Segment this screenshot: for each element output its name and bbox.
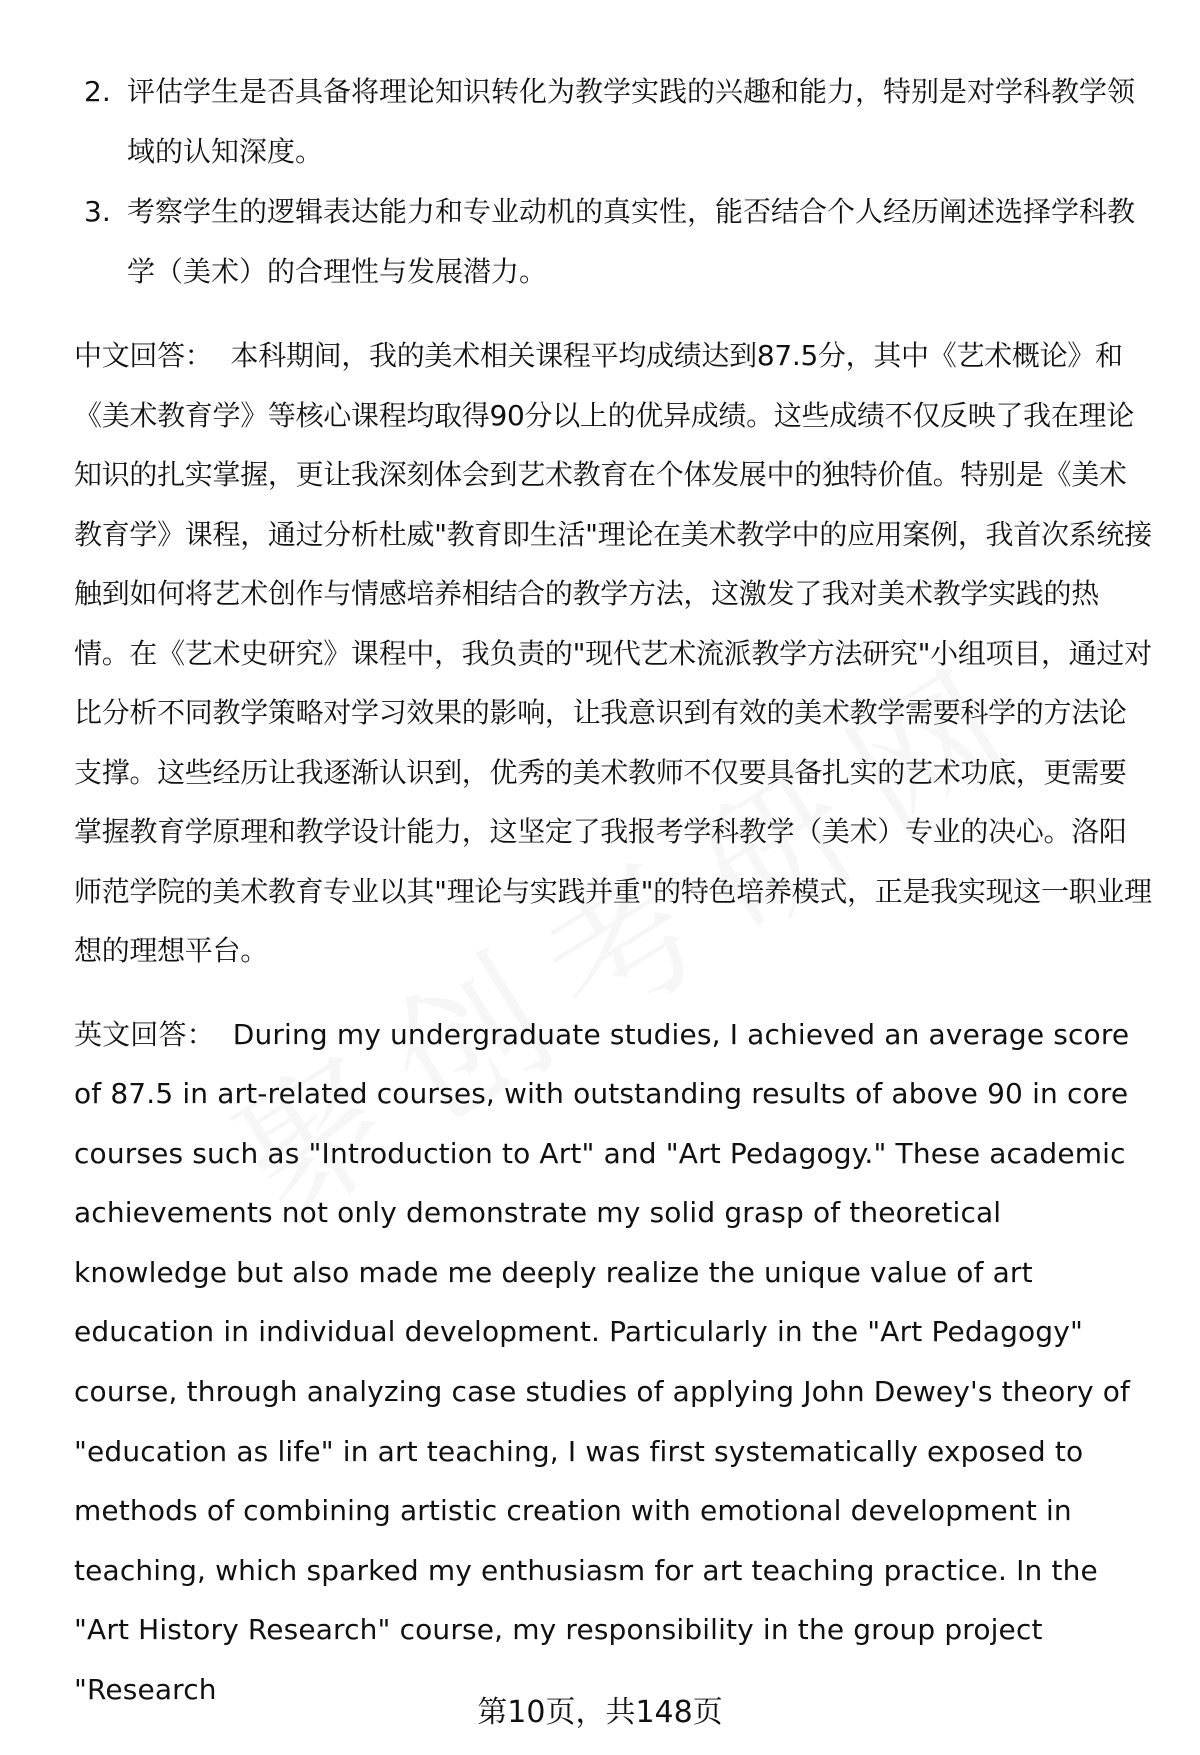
chinese-answer-label: 中文回答：	[74, 339, 213, 372]
english-answer-paragraph	[74, 1005, 1154, 1720]
chinese-answer-text: 本科期间，我的美术相关课程平均成绩达到87.5分，其中《艺术概论》和《美术教育学》等核心课程均取得90分以上的优异成绩。这些成绩不仅反映了我在理论知识的扎实掌握，更让我深刻体会到艺术教育在个体发展中的独特价值。特别是《美术教育学》课程，通过分析杜威"教育即生活"理论在美术教学中的应用案例，我首次系统接触到如何将艺术创作与情感培养相结合的教学方法，这激发了我对美术教学实践的热情。在《艺术史研究》课程中，我负责的"现代艺术流派教学方法研究"小组项目，通过对比分析不同教学策略对学习效果的影响，让我意识到有效的美术教学需要科学的方法论支撑。这些经历让我逐渐认识到，优秀的美术教师不仅要具备扎实的艺术功底，更需要掌握教育学原理和教学设计能力，这坚定了我报考学科教学（美术）专业的决心。洛阳师范学院的美术教育专业以其"理论与实践并重"的特色培养模式，正是我实现这一职业理想的理想平台。	[74, 339, 1152, 967]
page-content	[74, 62, 1154, 1720]
list-item-text: 评估学生是否具备将理论知识转化为教学实践的兴趣和能力，特别是对学科教学领域的认知深度。	[127, 75, 1136, 168]
list-item	[74, 182, 1154, 302]
chinese-answer-paragraph	[74, 326, 1154, 981]
page-number-footer: 第10页，共148页	[477, 1695, 723, 1730]
english-answer-label: 英文回答：	[74, 1017, 215, 1051]
list-item-number: 3.	[84, 195, 111, 228]
list-item-text: 考察学生的逻辑表达能力和专业动机的真实性，能否结合个人经历阐述选择学科教学（美术）的合理性与发展潜力。	[127, 195, 1136, 288]
evaluation-criteria-list	[74, 62, 1154, 302]
english-answer-text: During my undergraduate studies, I achieved an average score of 87.5 in art-related courses, with outstanding results of above 90 in core courses such as "Introduction to Art" and "Art Pedagogy." These academic achievements not only demonstrate my solid grasp of theoretical knowledge but also made me deeply realize the unique value of art education in individual development. Particularly in the "Art Pedagogy" course, through analyzing case studies of applying John Dewey's theory of "education as life" in art teaching, I was first systematically exposed to methods of combining artistic creation with emotional development in teaching, which sparked my enthusiasm for art teaching practice. In the "Art History Research" course, my responsibility in the group project "Research	[74, 1017, 1131, 1707]
list-item-number: 2.	[84, 75, 111, 108]
list-item	[74, 62, 1154, 182]
